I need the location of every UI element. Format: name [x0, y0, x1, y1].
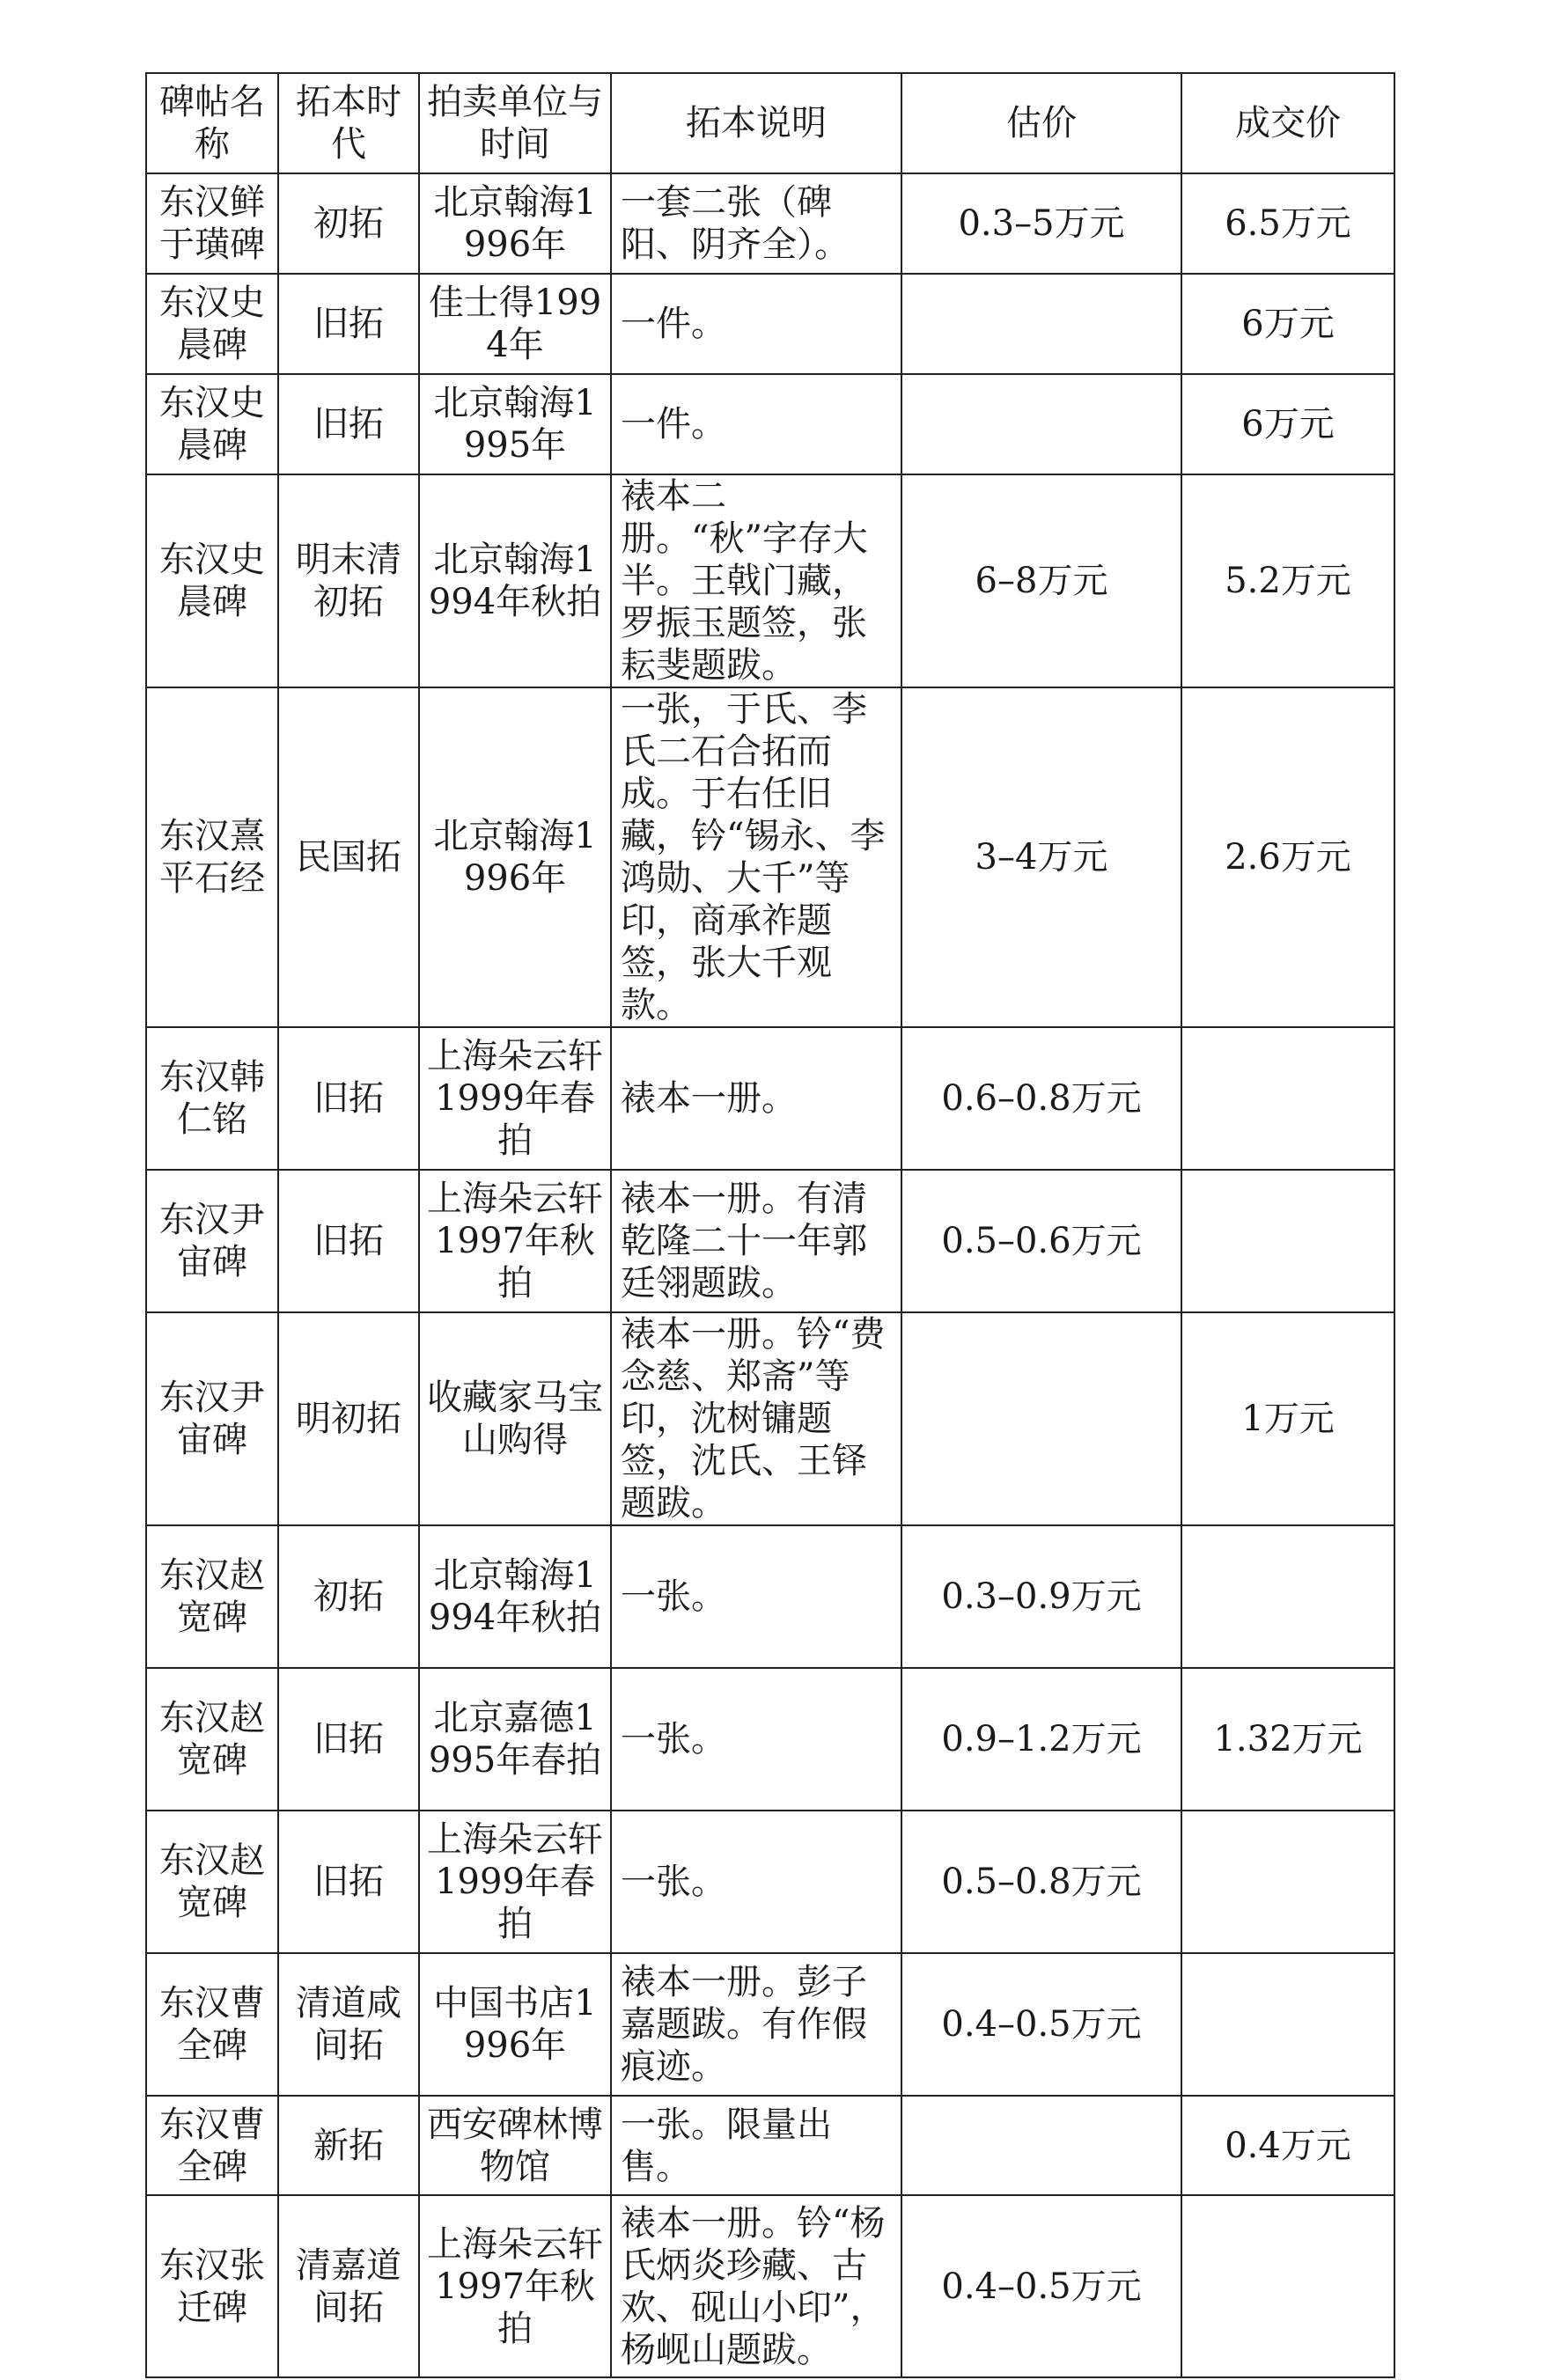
hammer-price-cell: 0.4万元	[1181, 2096, 1394, 2195]
hammer-price-cell: 6万元	[1181, 274, 1394, 374]
header-auction-house-date: 拍卖单位与时间	[419, 73, 611, 173]
hammer-price-cell	[1181, 1525, 1394, 1668]
auction-cell: 北京翰海1996年	[419, 687, 611, 1027]
hammer-price-cell	[1181, 1027, 1394, 1170]
table-row	[146, 173, 1394, 274]
auction-cell: 上海朵云轩1999年春拍	[419, 1027, 611, 1170]
description-cell: 裱本一册。	[611, 1027, 901, 1170]
auction-cell: 上海朵云轩1997年秋拍	[419, 1170, 611, 1312]
estimate-cell	[901, 2096, 1181, 2195]
rubbing-era-cell: 民国拓	[278, 687, 419, 1027]
rubbing-era-cell: 新拓	[278, 2096, 419, 2195]
hammer-price-cell	[1181, 1953, 1394, 2096]
rubbing-era-cell: 旧拓	[278, 274, 419, 374]
auction-cell: 上海朵云轩1999年春拍	[419, 1811, 611, 1953]
table-row	[146, 1668, 1394, 1811]
table-row	[146, 1312, 1394, 1525]
description-cell: 一张。	[611, 1668, 901, 1811]
table-row	[146, 374, 1394, 474]
description-cell: 裱本一册。钤“费念慈、郑斋”等印，沈树镛题签，沈氏、王铎题跋。	[611, 1312, 901, 1525]
table-row	[146, 1953, 1394, 2096]
rubbing-era-cell: 清嘉道间拓	[278, 2195, 419, 2377]
header-hammer-price: 成交价	[1181, 73, 1394, 173]
description-cell: 裱本一册。彭子嘉题跋。有作假痕迹。	[611, 1953, 901, 2096]
table-row	[146, 2195, 1394, 2377]
estimate-cell: 0.9–1.2万元	[901, 1668, 1181, 1811]
description-cell: 一套二张（碑阳、阴齐全）。	[611, 173, 901, 274]
stele-name-cell: 东汉鲜于璜碑	[146, 173, 278, 274]
stele-name-cell: 东汉史晨碑	[146, 374, 278, 474]
stele-name-cell: 东汉曹全碑	[146, 2096, 278, 2195]
table-row	[146, 1170, 1394, 1312]
description-cell: 一件。	[611, 274, 901, 374]
table-row	[146, 1027, 1394, 1170]
auction-cell: 北京翰海1994年秋拍	[419, 1525, 611, 1668]
stele-name-cell: 东汉韩仁铭	[146, 1027, 278, 1170]
auction-cell: 收藏家马宝山购得	[419, 1312, 611, 1525]
stele-name-cell: 东汉熹平石经	[146, 687, 278, 1027]
estimate-cell: 0.5–0.8万元	[901, 1811, 1181, 1953]
rubbing-era-cell: 旧拓	[278, 1811, 419, 1953]
stele-name-cell: 东汉赵宽碑	[146, 1668, 278, 1811]
estimate-cell: 0.3–5万元	[901, 173, 1181, 274]
hammer-price-cell: 1.32万元	[1181, 1668, 1394, 1811]
hammer-price-cell: 6.5万元	[1181, 173, 1394, 274]
stele-name-cell: 东汉赵宽碑	[146, 1525, 278, 1668]
hammer-price-cell	[1181, 1811, 1394, 1953]
description-cell: 裱本一册。钤“杨氏炳炎珍藏、古欢、砚山小印”，杨岘山题跋。	[611, 2195, 901, 2377]
rubbing-era-cell: 初拓	[278, 1525, 419, 1668]
rubbing-era-cell: 旧拓	[278, 1668, 419, 1811]
rubbings-auction-table	[145, 72, 1395, 2378]
description-cell: 一件。	[611, 374, 901, 474]
rubbing-era-cell: 清道咸间拓	[278, 1953, 419, 2096]
table-row	[146, 687, 1394, 1027]
rubbing-era-cell: 明初拓	[278, 1312, 419, 1525]
auction-cell: 上海朵云轩1997年秋拍	[419, 2195, 611, 2377]
header-estimate: 估价	[901, 73, 1181, 173]
estimate-cell: 0.4–0.5万元	[901, 2195, 1181, 2377]
header-rubbing-era: 拓本时代	[278, 73, 419, 173]
stele-name-cell: 东汉赵宽碑	[146, 1811, 278, 1953]
hammer-price-cell: 5.2万元	[1181, 474, 1394, 687]
estimate-cell: 0.5–0.6万元	[901, 1170, 1181, 1312]
hammer-price-cell: 6万元	[1181, 374, 1394, 474]
table-row	[146, 474, 1394, 687]
estimate-cell: 0.4–0.5万元	[901, 1953, 1181, 2096]
rubbing-era-cell: 初拓	[278, 173, 419, 274]
stele-name-cell: 东汉曹全碑	[146, 1953, 278, 2096]
estimate-cell: 0.3–0.9万元	[901, 1525, 1181, 1668]
description-cell: 裱本二册。“秋”字存大半。王戟门藏，罗振玉题签，张耘斐题跋。	[611, 474, 901, 687]
description-cell: 一张。	[611, 1811, 901, 1953]
description-cell: 一张。限量出售。	[611, 2096, 901, 2195]
table-row	[146, 1811, 1394, 1953]
auction-cell: 北京翰海1996年	[419, 173, 611, 274]
stele-name-cell: 东汉史晨碑	[146, 274, 278, 374]
header-stele-name: 碑帖名称	[146, 73, 278, 173]
auction-cell: 西安碑林博物馆	[419, 2096, 611, 2195]
estimate-cell: 3–4万元	[901, 687, 1181, 1027]
estimate-cell: 0.6–0.8万元	[901, 1027, 1181, 1170]
hammer-price-cell	[1181, 1170, 1394, 1312]
description-cell: 一张。	[611, 1525, 901, 1668]
description-cell: 一张，于氏、李氏二石合拓而成。于右任旧藏，钤“锡永、李鸿勋、大千”等印，商承祚题签，张大千观款。	[611, 687, 901, 1027]
auction-cell: 北京翰海1994年秋拍	[419, 474, 611, 687]
header-rubbing-description: 拓本说明	[611, 73, 901, 173]
estimate-cell	[901, 274, 1181, 374]
auction-cell: 中国书店1996年	[419, 1953, 611, 2096]
auction-cell: 北京嘉德1995年春拍	[419, 1668, 611, 1811]
rubbing-era-cell: 旧拓	[278, 1027, 419, 1170]
rubbing-era-cell: 旧拓	[278, 374, 419, 474]
rubbing-era-cell: 旧拓	[278, 1170, 419, 1312]
estimate-cell	[901, 374, 1181, 474]
hammer-price-cell	[1181, 2195, 1394, 2377]
hammer-price-cell: 2.6万元	[1181, 687, 1394, 1027]
stele-name-cell: 东汉尹宙碑	[146, 1170, 278, 1312]
estimate-cell: 6–8万元	[901, 474, 1181, 687]
description-cell: 裱本一册。有清乾隆二十一年郭廷翎题跋。	[611, 1170, 901, 1312]
stele-name-cell: 东汉尹宙碑	[146, 1312, 278, 1525]
table-row	[146, 1525, 1394, 1668]
rubbing-era-cell: 明末清初拓	[278, 474, 419, 687]
table-row	[146, 274, 1394, 374]
header-row	[146, 73, 1394, 173]
stele-name-cell: 东汉史晨碑	[146, 474, 278, 687]
stele-name-cell: 东汉张迁碑	[146, 2195, 278, 2377]
estimate-cell	[901, 1312, 1181, 1525]
table-row	[146, 2096, 1394, 2195]
auction-cell: 佳士得1994年	[419, 274, 611, 374]
hammer-price-cell: 1万元	[1181, 1312, 1394, 1525]
auction-cell: 北京翰海1995年	[419, 374, 611, 474]
